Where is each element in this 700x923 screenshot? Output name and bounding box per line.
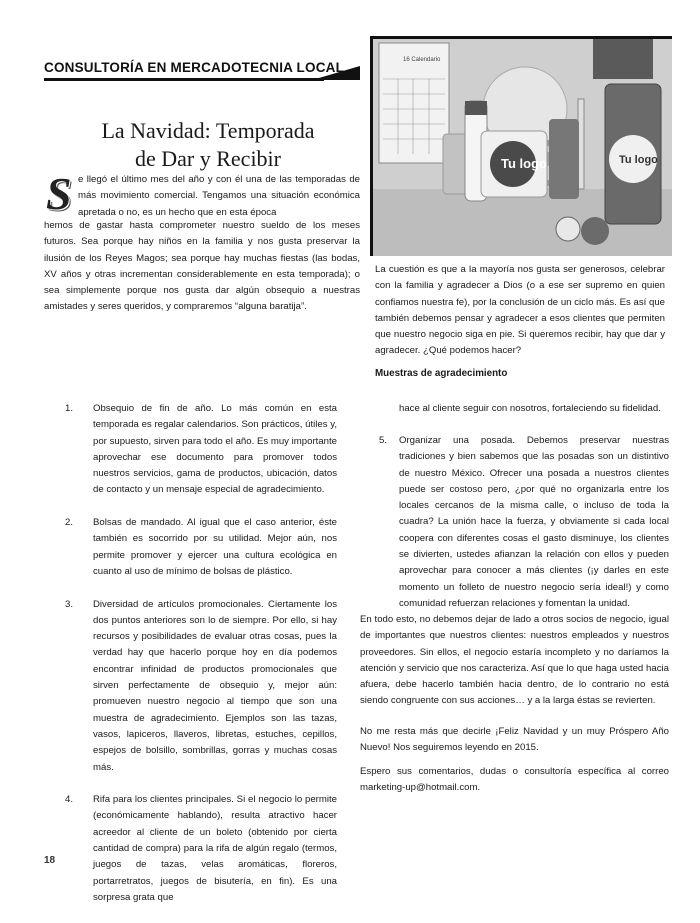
right-intro-paragraph: La cuestión es que a la mayoría nos gusta ser generosos, celebrar con la familia y agradecer a Dios (o a ese ser supremo en quien confiamos nuestra fe), por la conclusión de un ciclo más. Es así que también debemos pensar y agradecer a esos clientes que permiten que nuestro negocio siga en pie. Si queremos recibir, hay que dar y agradecer. ¿Qué podemos hacer? [375,264,665,357]
promo-products-photo [370,36,672,256]
closing-paragraph-1: En todo esto, no debemos dejar de lado a otros socios de negocio, igual de importantes que nuestros clientes: nuestros empleados y nuestros proveedores. Sin ellos, el negocio estaría incompleto y no daríamos la atención y servicio que nos caracteriza. Así que lo que haga usted hacia afuera, debe hacerlo también hacia dentro, de lo contrario no está siendo congruente con sus acciones… y a la larga éstas se revierten. [360,614,669,707]
list-number: 4. [65,794,74,806]
closing-paragraph-2: No me resta más que decirle ¡Feliz Navidad y un muy Próspero Año Nuevo! Nos seguiremos leyendo en 2015. [360,726,669,754]
list-item [65,792,337,906]
section-wedge [312,66,360,80]
svg-text:Tu logo: Tu logo [619,154,658,166]
list-text: Obsequio de fin de año. Lo más común en esta temporada es regalar calendarios. Son prácticos, útiles y, por supuesto, sirven para todo el año. Es muy importante aprovechar ese documento para promover todos nuestros servicios, gama de productos, ubicación, datos de contacto y un mensaje especial de agradecimiento. [93,403,337,496]
list-item [375,433,669,612]
drop-cap: S [46,168,72,219]
article-title [48,117,368,173]
section-title: CONSULTORÍA EN MERCADOTECNIA LOCAL [44,60,345,75]
list-text: Bolsas de mandado. Al igual que el caso anterior, éste también es socorrido por su utilidad. Mejor aún, nos permite promover y ejercer una cultura ecológica en cuanto al uso de mínimo de bolsas de plástico. [93,517,337,577]
list-item [65,597,337,776]
title-line-2: de Dar y Recibir [135,146,281,171]
list-item [65,515,337,580]
list-number: 5. [379,435,388,446]
svg-text:Tu logo: Tu logo [501,156,547,171]
intro-paragraph-start: e llegó el último mes del año y con él una de las temporadas de más movimiento comercial. Tengamos una situación económica apretada o no, es un hecho que en esta época [78,174,360,218]
list-text: Rifa para los clientes principales. Si el negocio lo permite (económicamente hablando), resulta atractivo hacer acreedor al cliente de un boleto (obtenido por cierta cantidad de compra) para la rifa de algún regalo (termos, juegos de tazas, velas aromáticas, floreros, portarretratos, juegos de bisutería, en fin). Es una sorpresa grata que [93,794,337,903]
intro-paragraph-end: hemos de gastar hasta comprometer nuestro sueldo de los meses futuros. Sea porque hay niños en la familia y nos gusta preservar la ilusión de los Reyes Magos; sea porque hay muchas fiestas (las bodas, XV años y otras incrementan considerablemente en esta temporada); o sea simplemente porque nos gusta dar algún obsequio a nuestras amistades y seres queridos, y compraremos “alguna baratija”. [44,220,360,313]
subheading: Muestras de agradecimiento [375,368,508,379]
list-number: 2. [65,517,74,529]
list-text: Organizar una posada. Debemos preservar nuestras tradiciones y bien sabemos que las posadas son un distintivo de nuestro México. Ofrecer una posada a nuestros clientes puede ser costoso pero, ¿por qué no organizarla entre los locales cercanos de la misma calle, o incluso de toda la cuadra? La unión hace la fuerza, y obviamente si cada local coopera con diferentes cosas el gasto disminuye, los clientes se divierten, ustedes afianzan la relación con ellos y pueden aprovechar para conocer a más clientes (¡y darles en este momento un folleto de nuestro negocio sería ideal!) y como comunidad refuerzan relaciones y fomentan la unidad. [399,435,669,609]
numbered-list [65,401,337,923]
numbered-list-continued [375,433,669,612]
section-rule [44,78,324,81]
list-text: Diversidad de artículos promocionales. Ciertamente los dos puntos anteriores son lo de siempre. Por ello, si hay recursos y posibilidades de evaluar otras cosas, pues la verdad hay que hacerlo porque hoy en día podemos encontrar infinidad de productos promocionales que sirven perfectamente de obsequio y, mejor aún: promueven nuestro negocio al tiempo que son una muestra de agradecimiento. Ejemplos son las tazas, vasos, lapiceros, llaveros, libretas, estuches, cepillos, espejos de bolsillo, sombrillas, gorras y muchas cosas más. [93,598,337,773]
closing-paragraph-3: Espero sus comentarios, dudas o consultoría específica al correo marketing-up@hotmail.com. [360,766,669,794]
list-item-4-continued: hace al cliente seguir con nosotros, fortaleciendo su fidelidad. [399,403,661,414]
section-header [44,58,360,86]
list-number: 1. [65,403,74,414]
list-number: 3. [65,598,74,610]
list-item [65,401,337,499]
title-line-1: La Navidad: Temporada [101,118,315,143]
promo-products-illustration [373,39,672,256]
page-number: 18 [44,855,56,866]
svg-text:16 Calendario: 16 Calendario [403,57,441,63]
